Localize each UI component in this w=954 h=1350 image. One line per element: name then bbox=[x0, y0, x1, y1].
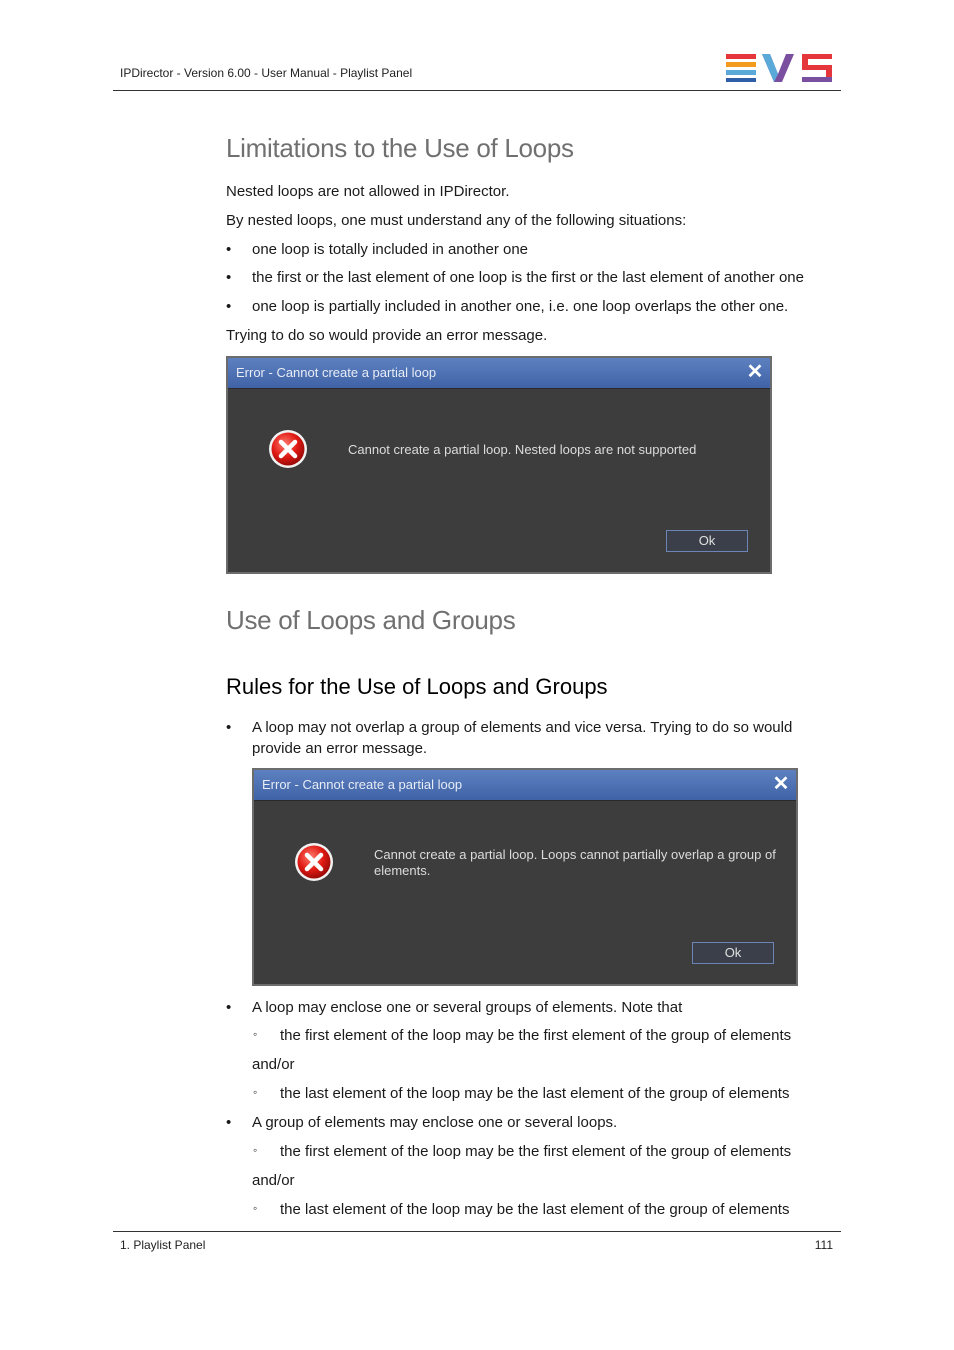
dialog-body bbox=[254, 800, 796, 984]
sub-bullet-marker: ◦ bbox=[253, 1085, 258, 1099]
ok-button[interactable]: Ok bbox=[692, 942, 774, 964]
error-icon bbox=[294, 842, 334, 882]
close-icon[interactable]: ✕ bbox=[746, 361, 764, 383]
close-icon[interactable]: ✕ bbox=[772, 773, 790, 795]
error-icon bbox=[268, 429, 308, 469]
error-dialog-screenshot-nested bbox=[226, 356, 772, 574]
heading-loops-groups: Use of Loops and Groups bbox=[226, 605, 516, 635]
sub-list-item: the first element of the loop may be the first element of the group of elements bbox=[280, 1143, 792, 1160]
footer-rule bbox=[113, 1231, 841, 1232]
ok-button[interactable]: Ok bbox=[666, 530, 748, 552]
list-item: one loop is partially included in another one, i.e. one loop overlaps the other one. bbox=[252, 298, 789, 315]
dialog-body bbox=[228, 388, 770, 572]
bullet-marker: • bbox=[226, 999, 232, 1016]
header-rule bbox=[113, 90, 841, 91]
list-item: A loop may not overlap a group of elements and vice versa. Trying to do so would provide an error message. bbox=[252, 719, 793, 757]
list-item: A group of elements may enclose one or several loops. bbox=[252, 1114, 618, 1131]
evs-logo bbox=[726, 54, 834, 82]
bullet-marker: • bbox=[226, 719, 232, 736]
page-number: 111 bbox=[814, 1238, 833, 1252]
sub-list-item: the first element of the loop may be the first element of the group of elements bbox=[280, 1027, 792, 1044]
dialog-title: Error - Cannot create a partial loop bbox=[228, 358, 770, 388]
running-header: IPDirector - Version 6.00 - User Manual - Playlist Panel bbox=[120, 66, 413, 80]
paragraph-error-note: Trying to do so would provide an error message. bbox=[226, 327, 548, 344]
sub-bullet-marker: ◦ bbox=[253, 1143, 258, 1157]
andor-text: and/or bbox=[252, 1172, 295, 1189]
bullet-marker: • bbox=[226, 1114, 232, 1131]
paragraph-nested-loops: Nested loops are not allowed in IPDirector. bbox=[226, 183, 510, 200]
paragraph-definition: By nested loops, one must understand any of the following situations: bbox=[226, 212, 687, 229]
sub-bullet-marker: ◦ bbox=[253, 1201, 258, 1215]
bullet-marker: • bbox=[226, 241, 232, 258]
bullet-marker: • bbox=[226, 298, 232, 315]
heading-limitations: Limitations to the Use of Loops bbox=[226, 133, 574, 163]
bullet-marker: • bbox=[226, 269, 232, 286]
andor-text: and/or bbox=[252, 1056, 295, 1073]
list-item: A loop may enclose one or several groups of elements. Note that bbox=[252, 999, 683, 1016]
dialog-title: Error - Cannot create a partial loop bbox=[254, 770, 796, 800]
list-item: the first or the last element of one loop is the first or the last element of another one bbox=[252, 269, 804, 286]
error-dialog-screenshot-overlap bbox=[252, 768, 798, 986]
list-item: one loop is totally included in another one bbox=[252, 241, 529, 258]
dialog-message: Cannot create a partial loop. Nested loops are not supported bbox=[348, 442, 697, 457]
heading-rules: Rules for the Use of Loops and Groups bbox=[226, 674, 608, 699]
dialog-message: Cannot create a partial loop. Loops cannot partially overlap a group of elements. bbox=[374, 847, 776, 878]
sub-bullet-marker: ◦ bbox=[253, 1027, 258, 1041]
sub-list-item: the last element of the loop may be the last element of the group of elements bbox=[280, 1201, 790, 1218]
sub-list-item: the last element of the loop may be the last element of the group of elements bbox=[280, 1085, 790, 1102]
footer-chapter: 1. Playlist Panel bbox=[120, 1238, 206, 1252]
